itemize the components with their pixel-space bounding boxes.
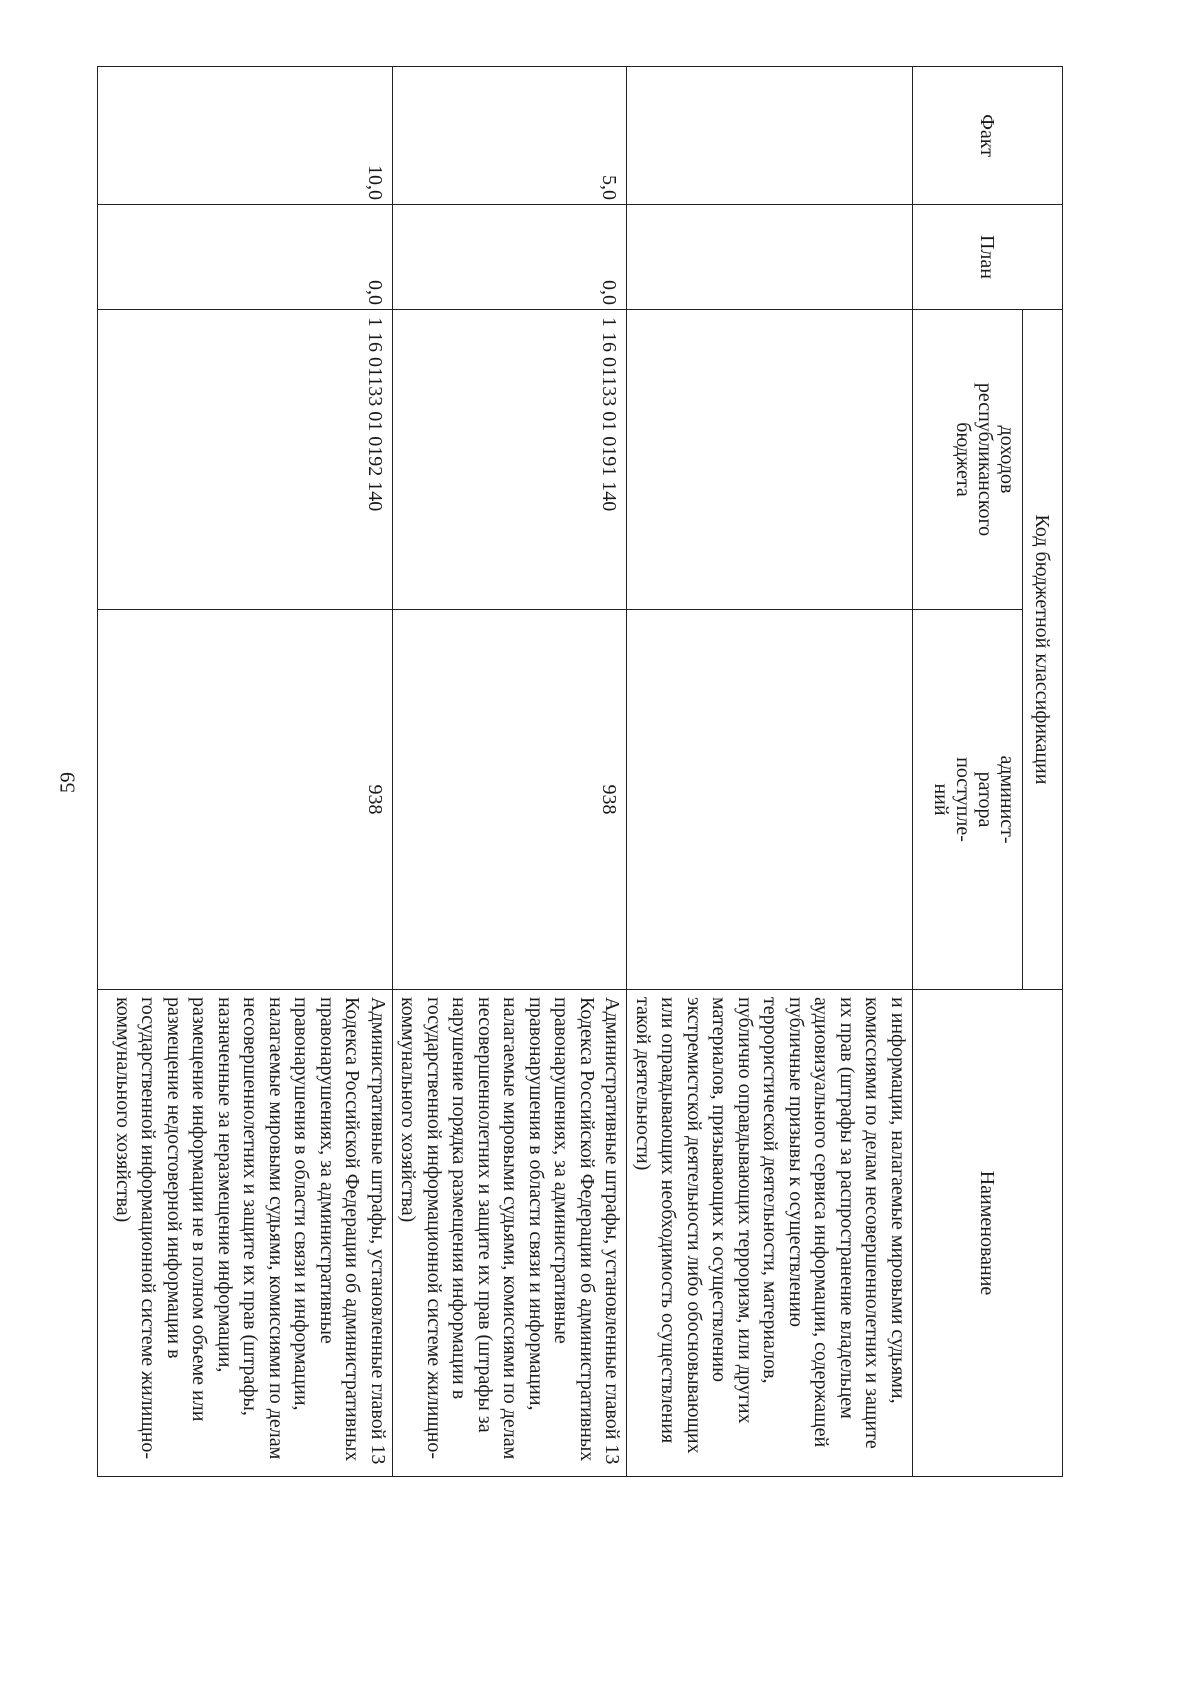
table-row — [627, 67, 913, 1477]
header-name: Наименование — [913, 990, 1063, 1477]
rotated-table-container — [112, 66, 1063, 1476]
cell-fact: 10,0 — [98, 67, 393, 205]
cell-fact: 5,0 — [393, 67, 628, 205]
cell-name: Административные штрафы, установленные главой 13 Кодекса Российской Федерации об административных правонарушениях, за административные правонарушения в области связи и информации, налагаемые мировыми судьями, комиссиями по делам несовершеннолетних и защите их прав (штрафы, назначенные за неразмещение информации, размещение информации не в полном объеме или размещение недостоверной информации в государственной информационной системе жилищно-коммунального хозяйства) — [98, 990, 393, 1477]
cell-name: и информации, налагаемые мировыми судьями, комиссиями по делам несовершеннолетних и защите их прав (штрафы за распространение владельцем аудиовизуального сервиса информации, содержащей публичные призывы к осуществлению террористической деятельности, материалов, публично оправдывающих терроризм, или других материалов, призывающих к осуществлению экстремистской деятельности либо обосновывающих или оправдывающих необходимость осуществления такой деятельности) — [627, 990, 913, 1477]
cell-code: 1 16 01133 01 0191 140 — [393, 310, 628, 610]
header-plan: План — [913, 205, 1063, 310]
page-number: 59 — [55, 772, 80, 793]
cell-administrator — [627, 610, 913, 990]
header-budget-code: Код бюджетной классификации — [1023, 310, 1063, 990]
table-row — [98, 67, 393, 1477]
cell-plan — [627, 205, 913, 310]
cell-fact — [627, 67, 913, 205]
cell-name: Административные штрафы, установленные главой 13 Кодекса Российской Федерации об административных правонарушениях, за административные правонарушения в области связи и информации, налагаемые мировыми судьями, комиссиями по делам несовершеннолетних и защите их прав (штрафы за нарушение порядка размещения информации в государственной информационной системе жилищно-коммунального хозяйства) — [393, 990, 628, 1477]
cell-administrator: 938 — [393, 610, 628, 990]
header-administrator: админист- ратора поступле- ний — [913, 610, 1023, 990]
cell-plan: 0,0 — [393, 205, 628, 310]
header-revenue: доходов республиканского бюджета — [913, 310, 1023, 610]
table-row — [393, 67, 628, 1477]
cell-code: 1 16 01133 01 0192 140 — [98, 310, 393, 610]
cell-administrator: 938 — [98, 610, 393, 990]
cell-plan: 0,0 — [98, 205, 393, 310]
revenue-table — [97, 66, 1063, 1477]
header-fact: Факт — [913, 67, 1063, 205]
cell-code — [627, 310, 913, 610]
